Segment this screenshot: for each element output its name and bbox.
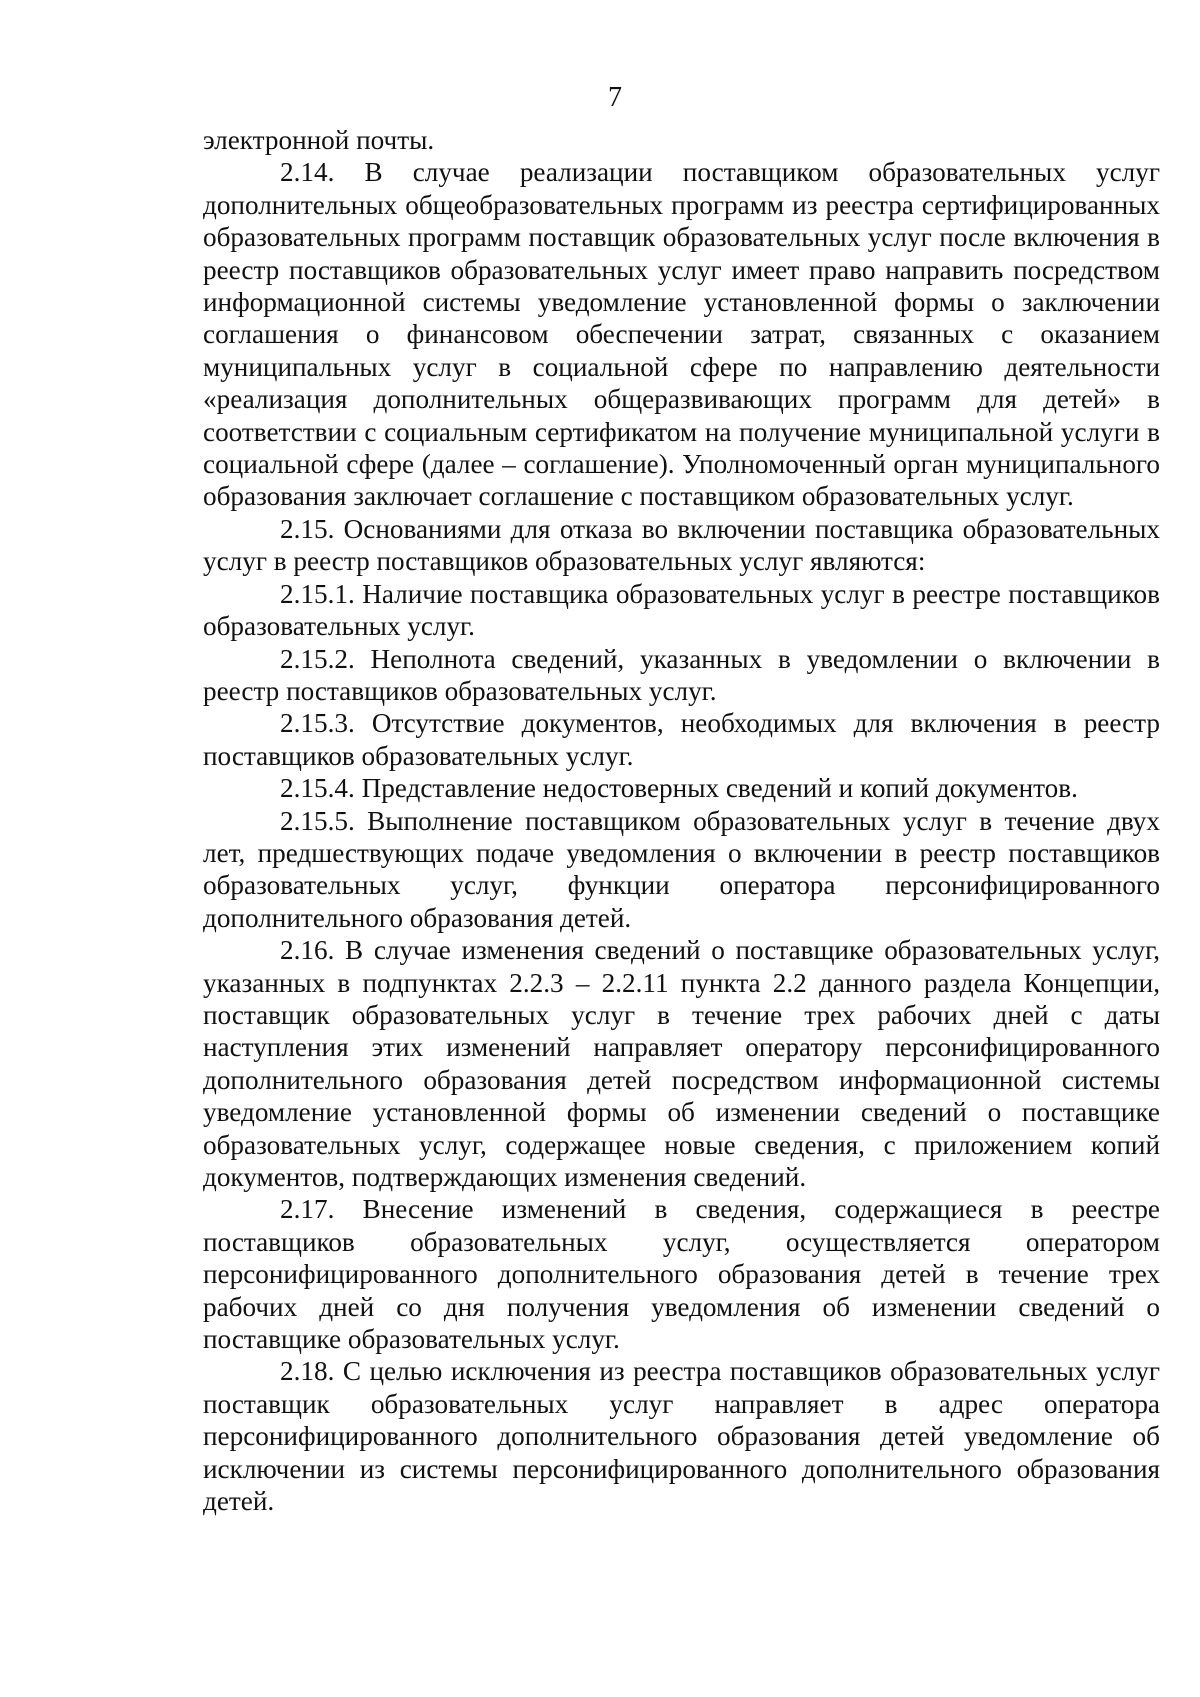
document-body bbox=[203, 124, 1160, 1517]
paragraph-2-15-2: 2.15.2. Неполнота сведений, указанных в уведомлении о включении в реестр поставщиков образовательных услуг. bbox=[203, 643, 1160, 706]
paragraph-2-14: 2.14. В случае реализации поставщиком образовательных услуг дополнительных общеобразовательных программ из реестра сертифицированных образовательных программ поставщик образовательных услуг после включения в реестр поставщиков образовательных услуг имеет право направить посредством информационной системы уведомление установленной формы о заключении соглашения о финансовом обеспечении затрат, связанных с оказанием муниципальных услуг в социальной сфере по направлению деятельности «реализация дополнительных общеразвивающих программ для детей» в соответствии с социальным сертификатом на получение муниципальной услуги в социальной сфере (далее – соглашение). Уполномоченный орган муниципального образования заключает соглашение с поставщиком образовательных услуг. bbox=[203, 157, 1160, 512]
paragraph-2-15: 2.15. Основаниями для отказа во включении поставщика образовательных услуг в реестр поставщиков образовательных услуг являются: bbox=[203, 513, 1160, 577]
paragraph-continuation: электронной почты. bbox=[203, 125, 435, 155]
paragraph-2-15-4: 2.15.4. Представление недостоверных сведений и копий документов. bbox=[280, 773, 1078, 804]
paragraph-2-17: 2.17. Внесение изменений в сведения, содержащиеся в реестре поставщиков образовательных услуг, осуществляется оператором персонифицированного дополнительного образования детей в течение трех рабочих дней со дня получения уведомления об изменении сведений о поставщике образовательных услуг. bbox=[203, 1194, 1160, 1355]
page-number: 7 bbox=[608, 82, 622, 113]
paragraph-2-16: 2.16. В случае изменения сведений о поставщике образовательных услуг, указанных в подпунктах 2.2.3 – 2.2.11 пункта 2.2 данного раздела Концепции, поставщик образовательных услуг в течение трех рабочих дней с даты наступления этих изменений направляет оператору персонифицированного дополнительного образования детей посредством информационной системы уведомление установленной формы об изменении сведений о поставщике образовательных услуг, содержащее новые сведения, с приложением копий документов, подтверждающих изменения сведений. bbox=[203, 935, 1160, 1192]
paragraph-2-15-1: 2.15.1. Наличие поставщика образовательных услуг в реестре поставщиков образовательных услуг. bbox=[203, 578, 1160, 642]
paragraph-2-15-3: 2.15.3. Отсутствие документов, необходимых для включения в реестр поставщиков образовательных услуг. bbox=[203, 708, 1160, 771]
paragraph-2-15-5: 2.15.5. Выполнение поставщиком образовательных услуг в течение двух лет, предшествующих подаче уведомления о включении в реестр поставщиков образовательных услуг, функции оператора персонифицированного дополнительного образования детей. bbox=[203, 805, 1160, 933]
paragraph-2-18: 2.18. С целью исключения из реестра поставщиков образовательных услуг поставщик образовательных услуг направляет в адрес оператора персонифицированного дополнительного образования детей уведомление об исключении из системы персонифицированного дополнительного образования детей. bbox=[203, 1356, 1160, 1517]
